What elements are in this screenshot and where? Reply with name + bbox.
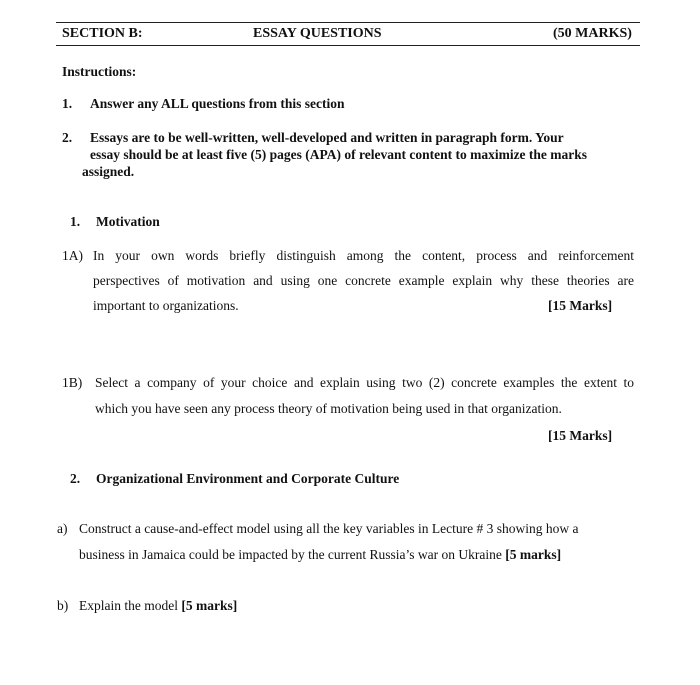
subquestion-text: important to organizations.	[93, 298, 239, 313]
subquestion-text	[79, 598, 237, 614]
subquestion-label: 1B)	[62, 375, 83, 390]
subquestion-text-body: business in Jamaica could be impacted by the current Russia’s war on Ukraine	[79, 547, 502, 562]
subquestion-text: Construct a cause-and-effect model using all the key variables in Lecture # 3 showing how a	[79, 521, 579, 536]
instruction-text: Answer any ALL questions from this section	[90, 96, 345, 111]
instruction-text: assigned.	[82, 164, 135, 179]
subquestion-label: a)	[57, 521, 68, 536]
instruction-number: 1.	[62, 96, 73, 111]
question-title: Organizational Environment and Corporate Culture	[96, 471, 400, 486]
marks-label: [5 marks]	[181, 598, 238, 613]
instruction-text: essay should be at least five (5) pages (APA) of relevant content to maximize the marks	[90, 147, 588, 162]
instructions-heading: Instructions:	[62, 64, 137, 79]
marks-label: [15 Marks]	[548, 298, 613, 313]
subquestion-text: perspectives of motivation and using one concrete example explain why these theories are	[93, 273, 634, 288]
instruction-text: Essays are to be well-written, well-developed and written in paragraph form. Your	[90, 130, 564, 145]
subquestion-label: 1A)	[62, 248, 83, 263]
question-number: 2.	[70, 471, 81, 486]
section-title: ESSAY QUESTIONS	[253, 26, 382, 41]
marks-label: [15 Marks]	[548, 428, 613, 443]
subquestion-text-body: Explain the model	[79, 598, 178, 613]
marks-label: [5 marks]	[505, 547, 562, 562]
section-marks: (50 MARKS)	[553, 26, 632, 41]
section-label: SECTION B:	[62, 26, 143, 41]
question-number: 1.	[70, 214, 81, 229]
subquestion-text: Select a company of your choice and explain using two (2) concrete examples the extent to	[95, 375, 634, 390]
subquestion-text	[79, 547, 561, 563]
subquestion-label: b)	[57, 598, 69, 613]
instruction-number: 2.	[62, 130, 73, 145]
question-title: Motivation	[96, 214, 160, 229]
subquestion-text: In your own words briefly distinguish among the content, process and reinforcement	[93, 248, 634, 263]
subquestion-text: which you have seen any process theory of motivation being used in that organization.	[95, 401, 562, 416]
